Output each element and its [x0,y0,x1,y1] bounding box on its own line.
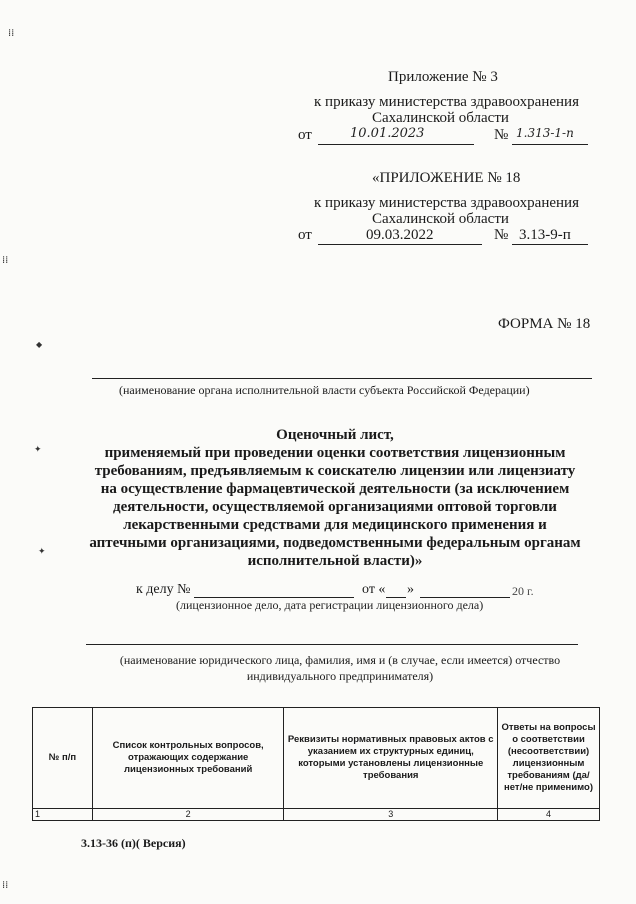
title-line: аптечными организациями, подведомственными федеральным органам [89,535,581,551]
table-header-cell: Ответы на вопросы о соответствии (несоответствии) лицензионным требованиям (да/нет/не применимо) [498,708,600,809]
case-from: от « [362,582,386,597]
scan-mark: ◆ [36,340,43,349]
title-line: исполнительной власти)» [247,553,423,569]
appendix-region: Сахалинской области [372,110,509,126]
prior-appendix-title: «ПРИЛОЖЕНИЕ № 18 [372,170,521,186]
scan-mark: ⁞⁞ [2,880,9,891]
scan-mark: ⁞⁞ [8,28,15,39]
prior-appendix-date: 09.03.2022 [366,227,434,243]
scan-mark: ⁞⁞ [2,255,9,266]
entity-caption-line: индивидуального предпринимателя) [246,669,434,683]
date-underline [318,144,474,145]
scan-mark: ✦ [34,445,42,455]
authority-line [92,378,592,379]
table-column-number: 4 [498,809,600,821]
entity-line [86,644,578,645]
case-label: к делу № [136,582,191,597]
entity-caption [80,652,600,684]
table-column-number: 3 [284,809,498,821]
prior-appendix-region: Сахалинской области [372,211,509,227]
scan-mark: ✦ [38,547,46,557]
appendix-number-label: № [494,127,509,143]
case-close-quote: » [407,582,414,597]
appendix-to-order: к приказу министерства здравоохранения [314,94,579,110]
prior-date-underline [318,244,482,245]
case-year: 20 г. [512,584,534,598]
appendix-title: Приложение № 3 [388,69,498,85]
prior-appendix-number: 3.13-9-п [519,227,571,243]
entity-caption-line: (наименование юридического лица, фамилия, имя и (в случае, если имеется) отчество [119,653,561,667]
number-underline [512,144,588,145]
table-header-cell: № п/п [33,708,93,809]
prior-number-underline [512,244,588,245]
title-line: требованиям, предъявляемым к соискателю лицензии или лицензиату [94,463,576,479]
form-label: ФОРМА № 18 [498,316,591,332]
table-column-number: 1 [33,809,93,821]
document-title [80,426,590,570]
prior-appendix-number-label: № [494,227,509,243]
authority-caption: (наименование органа исполнительной власти субъекта Российской Федерации) [119,383,530,397]
title-line: на осуществление фармацевтической деятельности (за исключением [100,481,570,497]
prior-appendix-to-order: к приказу министерства здравоохранения [314,195,579,211]
appendix-from-label: от [298,127,312,143]
title-line: применяемый при проведении оценки соответствия лицензионным [104,445,566,461]
title-line: Оценочный лист, [276,427,394,443]
footer-version: 3.13-36 (п)( Версия) [81,836,186,850]
title-line: деятельности, осуществляемой организациями оптовой торговли [113,499,557,515]
assessment-table [32,707,600,821]
table-header-cell: Реквизиты нормативных правовых актов с указанием их структурных единиц, которыми установлены лицензионные требования [284,708,498,809]
title-line: лекарственными средствами для медицинского применения и [123,517,547,533]
appendix-date-handwritten: 10.01.2023 [350,126,425,141]
table-header-cell: Список контрольных вопросов, отражающих содержание лицензионных требований [92,708,284,809]
appendix-number-handwritten: 1.313-1-п [516,126,574,140]
table-column-number: 2 [92,809,284,821]
case-caption: (лицензионное дело, дата регистрации лицензионного дела) [176,598,484,612]
prior-appendix-from-label: от [298,227,312,243]
